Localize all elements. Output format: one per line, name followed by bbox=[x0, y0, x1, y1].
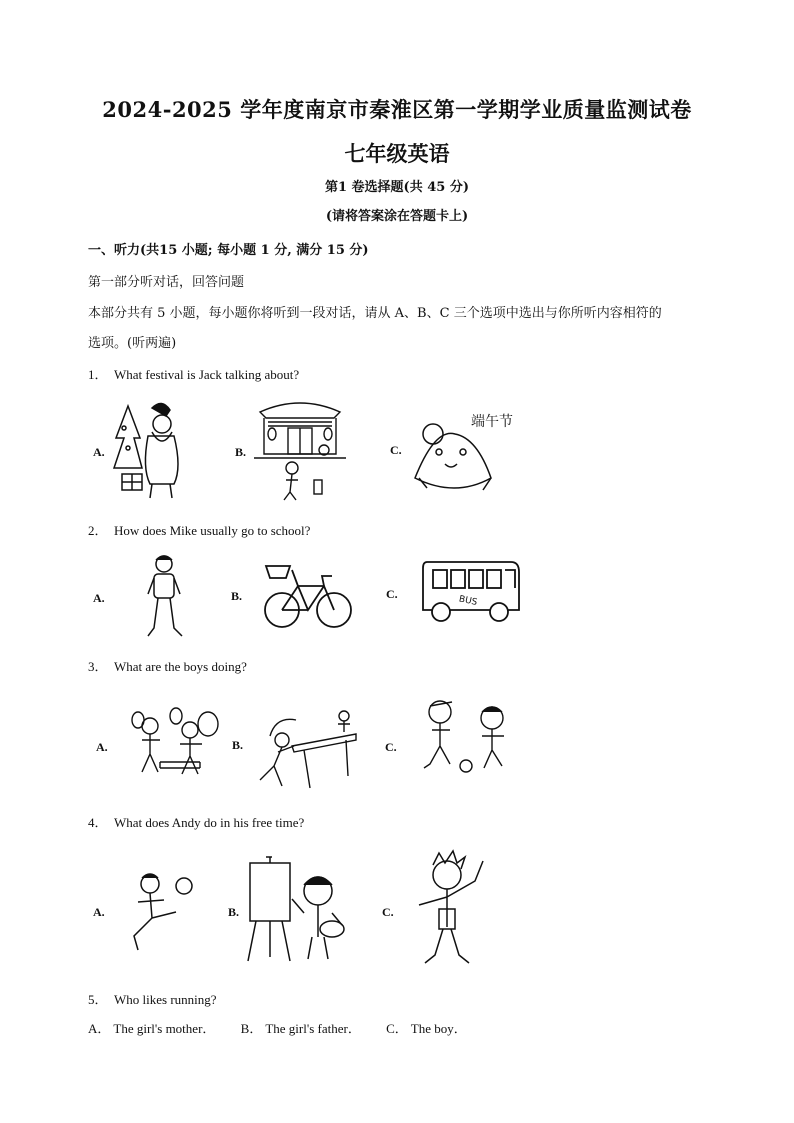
option-label: C. bbox=[382, 905, 394, 919]
walking-boy-icon bbox=[140, 552, 188, 642]
answer-options bbox=[88, 1018, 489, 1037]
instruction-line-1: 本部分共有 5 小题，每小题你将听到一段对话，请从 A、B、C 三个选项中选出与你所听内容相符的 bbox=[88, 306, 662, 321]
option-label: A. bbox=[93, 905, 105, 919]
option-label: B. bbox=[235, 445, 247, 459]
answer-letter: B． bbox=[240, 1021, 263, 1036]
question-number: 3． bbox=[88, 659, 108, 674]
instruction-line-2: 选项。(听两遍) bbox=[88, 336, 177, 351]
answer-letter: C． bbox=[386, 1021, 408, 1036]
dancing-boy-icon bbox=[413, 851, 491, 969]
question-text: How does Mike usually go to school? bbox=[114, 523, 311, 538]
option-label: C. bbox=[385, 740, 397, 754]
dragon-boat-zongzi-icon bbox=[405, 408, 513, 500]
option-label: B. bbox=[228, 905, 240, 919]
answer-text: The girl's mother． bbox=[113, 1021, 216, 1036]
kicking-ball-boy-icon bbox=[124, 866, 196, 956]
part-heading: 第一部分听对话，回答问题 bbox=[88, 275, 245, 290]
bus-icon bbox=[419, 556, 523, 626]
answer-option-c bbox=[386, 1021, 467, 1036]
question-text: What festival is Jack talking about? bbox=[114, 367, 300, 382]
option-label: B. bbox=[231, 589, 243, 603]
section-heading: 一、听力(共15 小题; 每小题 1 分, 满分 15 分) bbox=[88, 243, 369, 258]
exam-subtitle: 七年级英语 bbox=[344, 141, 450, 166]
answer-option-a bbox=[88, 1021, 215, 1036]
answer-letter: A． bbox=[88, 1021, 111, 1036]
exam-title: 2024-2025 学年度南京市秦淮区第一学期学业质量监测试卷 bbox=[102, 97, 692, 122]
option-label: A. bbox=[93, 445, 105, 459]
question-text: Who likes running? bbox=[114, 992, 217, 1007]
option-label: B. bbox=[232, 738, 244, 752]
festival-text: 端午节 bbox=[471, 414, 513, 430]
option-label: A. bbox=[96, 740, 108, 754]
question-5 bbox=[88, 989, 217, 1008]
question-number: 4． bbox=[88, 815, 108, 830]
bus-text: BUS bbox=[457, 594, 479, 609]
soccer-players-icon bbox=[420, 694, 520, 780]
question-text: What does Andy do in his free time? bbox=[114, 815, 305, 830]
question-3 bbox=[88, 656, 247, 675]
painting-boy-easel-icon bbox=[246, 853, 352, 965]
question-number: 2． bbox=[88, 523, 108, 538]
tennis-players-icon bbox=[124, 706, 224, 780]
ping-pong-players-icon bbox=[256, 706, 360, 792]
bicycle-icon bbox=[262, 556, 354, 632]
santa-christmas-tree-icon bbox=[112, 398, 184, 502]
answer-option-b bbox=[241, 1021, 361, 1036]
answer-text: The girl's father． bbox=[265, 1021, 361, 1036]
question-1 bbox=[88, 364, 299, 383]
question-2 bbox=[88, 520, 310, 539]
option-label: C. bbox=[386, 587, 398, 601]
answer-text: The boy． bbox=[410, 1021, 467, 1036]
option-label: C. bbox=[390, 443, 402, 457]
question-text: What are the boys doing? bbox=[114, 659, 247, 674]
question-4 bbox=[88, 812, 304, 831]
volume-label: 第1 卷选择题(共 45 分) bbox=[324, 180, 470, 195]
spring-festival-gate-icon bbox=[250, 394, 350, 504]
answer-note: (请将答案涂在答题卡上) bbox=[325, 209, 469, 224]
question-number: 1． bbox=[88, 367, 108, 382]
question-number: 5． bbox=[88, 992, 108, 1007]
option-label: A. bbox=[93, 591, 105, 605]
